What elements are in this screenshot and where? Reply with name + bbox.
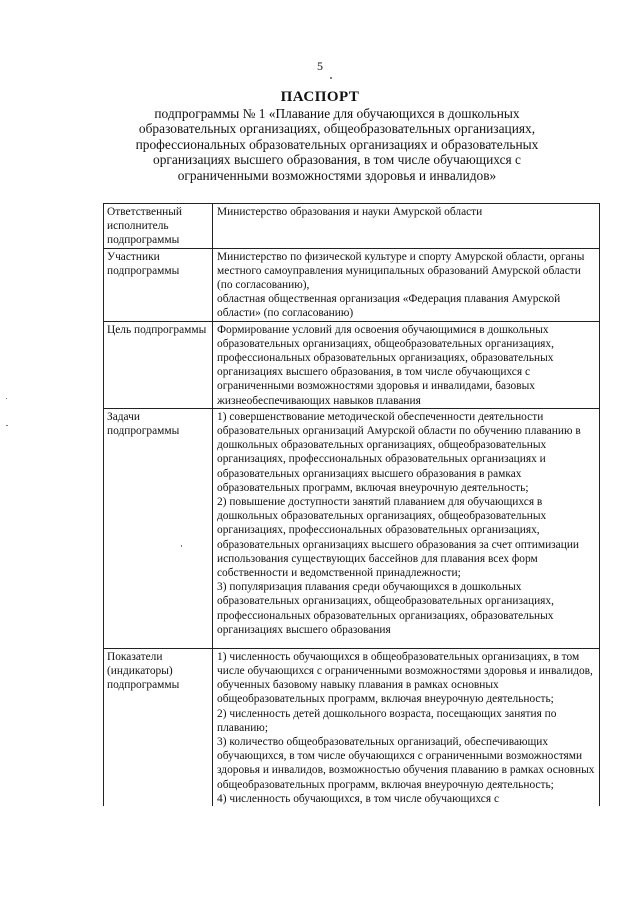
row-content-indicators: 1) численность обучающихся в общеобразовательных организациях, в том числе обучающихся с ограниченными возможностями здоровья и инвалидов, обученных базовому навыку плавания в рамках основных общеобразовательных программ, включая внеурочную деятельность; 2) численность детей дошкольного возраста, посещающих занятия по плаванию; 3) количество общеобразовательных организаций, обеспечивающих обучающихся, в том числе обучающихся с ограниченными возможностями здоровья и инвалидов, возможностью обучения плаванию в рамках основных общеобразовательных программ, включая внеурочную деятельность; 4) численность обучающихся, в том числе обучающихся с — [213, 648, 600, 806]
row-content-responsible: Министерство образования и науки Амурской области — [213, 204, 600, 249]
scan-speck — [181, 545, 182, 547]
table-row-responsible — [104, 204, 600, 249]
scan-speck — [6, 398, 7, 399]
table-row-participants — [104, 248, 600, 321]
row-label-participants: Участники подпрограммы — [104, 248, 213, 321]
table-row-tasks — [104, 408, 600, 648]
row-content-tasks: 1) совершенствование методической обеспеченности деятельности образовательных организаций Амурской области по обучению плаванию в дошкольных образовательных организациях, общеобразовательных организациях, профессиональных образовательных организациях и образовательных организациях высшего образования в рамках образовательных программ, включая внеурочную деятельность; 2) повышение доступности занятий плаванием для обучающихся в дошкольных образовательных организациях, общеобразовательных организациях, профессиональных образовательных организациях, образовательных организациях высшего образования за счет оптимизации использования существующих бассейнов для плавания всех форм собственности и ведомственной принадлежности; 3) популяризация плавания среди обучающихся в дошкольных образовательных организациях, общеобразовательных организациях, профессиональных образовательных организациях, образовательных организациях высшего образования — [213, 408, 600, 648]
row-label-indicators: Показатели (индикаторы) подпрограммы — [104, 648, 213, 806]
page-number: 5 — [317, 59, 323, 73]
table-row-indicators — [104, 648, 600, 806]
row-label-responsible: Ответственный исполнитель подпрограммы — [104, 204, 213, 249]
table-row-goal — [104, 321, 600, 408]
document-title: ПАСПОРТ — [280, 89, 360, 105]
scan-speck — [330, 77, 332, 79]
scan-speck — [6, 425, 8, 426]
row-content-goal: Формирование условий для освоения обучающимися в дошкольных образовательных организациях, общеобразовательных организациях, профессиональных образовательных организациях, образовательных организациях высшего образования, в том числе обучающихся с ограниченными возможностями здоровья и инвалидами, базовых жизнеобеспечивающих навыков плавания — [213, 321, 600, 408]
row-label-tasks: Задачи подпрограммы — [104, 408, 213, 648]
passport-table — [103, 203, 600, 806]
row-content-participants: Министерство по физической культуре и спорту Амурской области, органы местного самоуправления муниципальных образований Амурской области (по согласованию), областная общественная организация «Федерация плавания Амурской области» (по согласованию) — [213, 248, 600, 321]
row-label-goal: Цель подпрограммы — [104, 321, 213, 408]
document-subtitle: подпрограммы № 1 «Плавание для обучающихся в дошкольных образовательных организациях, общеобразовательных организациях, профессиональных образовательных организациях и образовательных организациях высшего образования, в том числе обучающихся с ограниченными возможностями здоровья и инвалидов» — [135, 106, 539, 183]
